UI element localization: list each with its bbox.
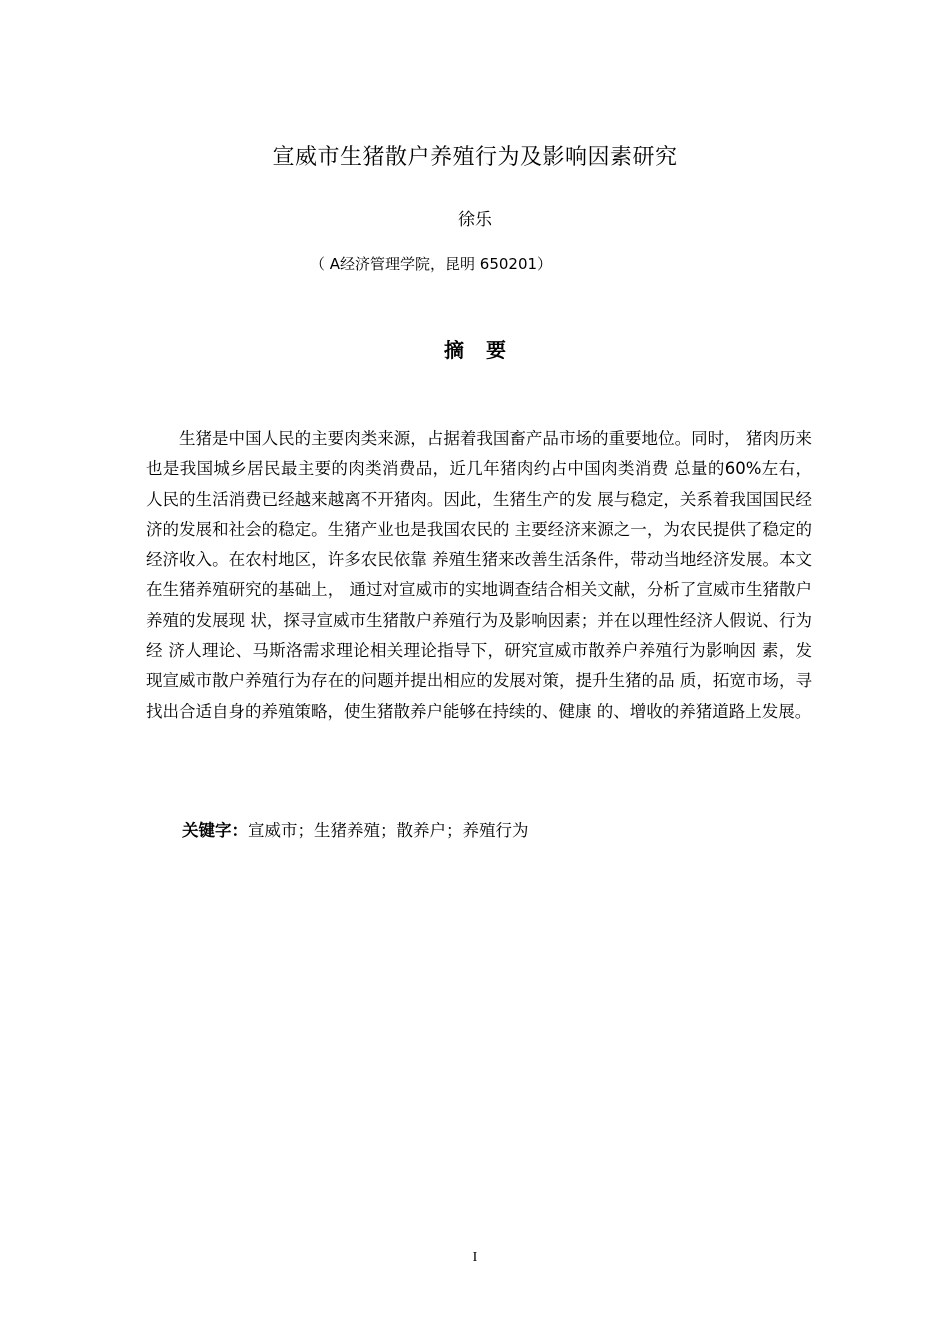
author-affiliation: （ A经济管理学院，昆明 650201） <box>310 255 553 273</box>
page-number: I <box>472 1250 478 1265</box>
abstract-body: 生猪是中国人民的主要肉类来源，占据着我国畜产品市场的重要地位。同时， 猪肉历来也是我国城乡居民最主要的肉类消费品，近几年猪肉约占中国肉类消费 总量的60%左右，人民的生活消费已经越来越离不开猪肉。因此，生猪生产的发 展与稳定，关系着我国国民经济的发展和社会的稳定。生猪产业也是我国农民的 主要经济来源之一，为农民提供了稳定的经济收入。在农村地区，许多农民依靠 养殖生猪来改善生活条件，带动当地经济发展。本文在生猪养殖研究的基础上， 通过对宣威市的实地调查结合相关文献，分析了宣威市生猪散户养殖的发展现 状，探寻宣威市生猪散户养殖行为及影响因素；并在以理性经济人假说、行为经 济人理论、马斯洛需求理论相关理论指导下，研究宣威市散养户养殖行为影响因 素，发现宣威市散户养殖行为存在的问题并提出相应的发展对策，提升生猪的品 质，拓宽市场，寻找出合适自身的养殖策略，使生猪散养户能够在持续的、健康 的、增收的养猪道路上发展。 <box>146 429 812 721</box>
author-name: 徐乐 <box>458 210 492 230</box>
abstract-heading: 摘要 <box>444 338 528 362</box>
paper-title: 宣威市生猪散户养殖行为及影响因素研究 <box>272 145 678 170</box>
keywords-label: 关键字： <box>182 821 248 840</box>
keywords-line <box>182 816 529 846</box>
keywords-value: 宣威市；生猪养殖；散养户；养殖行为 <box>248 821 529 840</box>
